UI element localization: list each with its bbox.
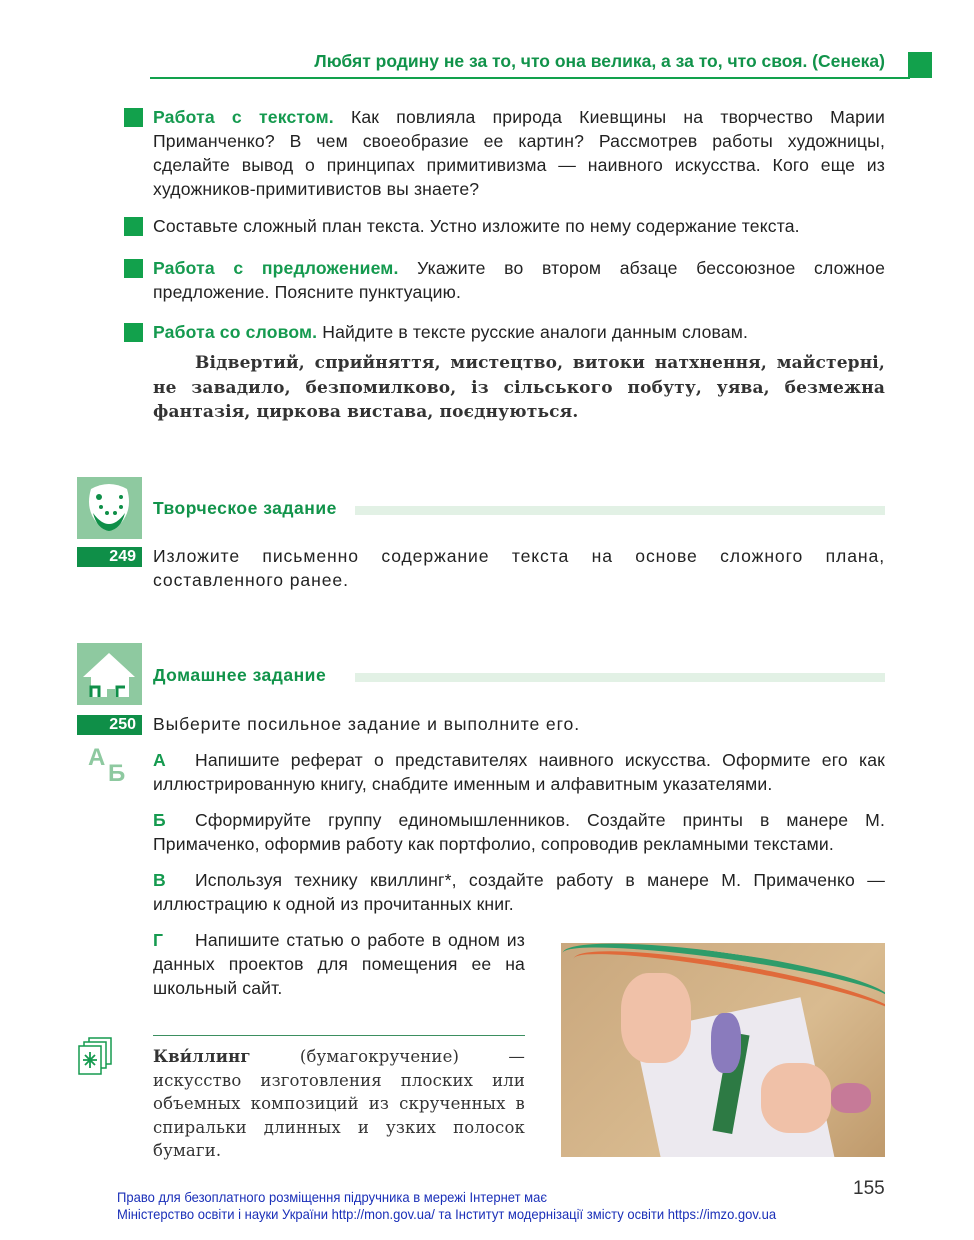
header-bar bbox=[908, 52, 932, 78]
task-body: Как повлияла природа Киевщины на творчество Марии Приманченко? В чем своеобразие ее картин? Рассмотрев работы художницы, сделайте вывод о принципах примитивизма — наивного искусства. Кого еще из художников-примитивистов вы знаете? bbox=[153, 107, 885, 199]
task-marker bbox=[124, 323, 143, 342]
task-body: Составьте сложный план текста. Устно изложите по нему содержание текста. bbox=[153, 216, 800, 236]
task-lead: Работа с предложением. bbox=[153, 258, 399, 278]
glossary-definition: (бумагокручение) — искусство изготовления плоских или объемных композиций из скрученных в спиральки длинных и узких полосок бумаги. bbox=[153, 1047, 525, 1160]
footer-line-1: Право для безоплатного розміщення підручника в мережі Інтернет має bbox=[117, 1189, 548, 1205]
header-rule bbox=[150, 77, 910, 79]
option-letter: А bbox=[153, 750, 166, 770]
task-marker bbox=[124, 108, 143, 127]
glossary-term: Кви́ллинг bbox=[153, 1047, 251, 1066]
option-letter: Б bbox=[153, 810, 166, 830]
glossary-entry bbox=[153, 1045, 525, 1163]
exercise-number: 250 bbox=[77, 715, 142, 735]
option-letter: Г bbox=[153, 930, 164, 950]
task-body: Найдите в тексте русские аналоги данным словам. bbox=[317, 322, 749, 342]
option-d bbox=[153, 928, 525, 1000]
epigraph: Любят родину не за то, что она велика, а за то, что своя. (Сенека) bbox=[314, 51, 885, 71]
ukrainian-words: Відвертий, сприйняття, мистецтво, витоки натхнення, майстерні, не завадило, безпомилково, із сільського побуту, уява, безмежна фантазія, циркова вистава, поєднуються. bbox=[153, 353, 885, 422]
homework-text: Выберите посильное задание и выполните его. bbox=[153, 714, 581, 734]
task-sentence bbox=[153, 256, 885, 304]
option-text: Напишите статью о работе в одном из данных проектов для помещения ее на школьный сайт. bbox=[153, 930, 525, 998]
option-b bbox=[153, 808, 885, 856]
task-plan bbox=[153, 214, 885, 238]
task-marker bbox=[124, 259, 143, 278]
house-icon bbox=[77, 643, 142, 705]
a-b-choice-icon: A Б bbox=[88, 744, 126, 787]
palette-icon bbox=[77, 477, 142, 539]
creative-text: Изложите письменно содержание текста на основе сложного плана, составленного ранее. bbox=[153, 546, 885, 590]
glossary-cards-icon bbox=[77, 1036, 117, 1076]
footer-line-2: Міністерство освіти і науки України http://mon.gov.ua/ та Інститут модернізації змісту освіти https://imzo.gov.ua bbox=[117, 1206, 777, 1222]
section-rule bbox=[355, 506, 885, 515]
option-a bbox=[153, 748, 885, 796]
option-text: Используя технику квиллинг*, создайте работу в манере М. Примаченко — иллюстрацию к одной из прочитанных книг. bbox=[153, 870, 885, 914]
creative-title: Творческое задание bbox=[153, 498, 337, 518]
exercise-number: 249 bbox=[77, 547, 142, 567]
option-text: Напишите реферат о представителях наивного искусства. Оформите его как иллюстрированную книгу, снабдите именным и алфавитным указателями. bbox=[153, 750, 885, 794]
task-marker bbox=[124, 217, 143, 236]
task-body: Укажите во втором абзаце бессоюзное сложное предложение. Поясните пунктуацию. bbox=[153, 258, 885, 302]
task-lead: Работа со словом. bbox=[153, 322, 318, 342]
task-text-analysis bbox=[153, 105, 885, 201]
homework-title: Домашнее задание bbox=[153, 665, 327, 685]
task-lead: Работа с текстом. bbox=[153, 107, 334, 127]
task-word bbox=[153, 320, 885, 344]
quilling-photo bbox=[561, 943, 885, 1157]
option-letter: В bbox=[153, 870, 166, 890]
glossary-rule bbox=[153, 1035, 525, 1036]
section-rule bbox=[355, 673, 885, 682]
page-number: 155 bbox=[853, 1178, 885, 1199]
option-text: Сформируйте группу единомышленников. Создайте принты в манере М. Примаченко, оформив работу как портфолио, сопроводив рекламными текстами. bbox=[153, 810, 885, 854]
option-c bbox=[153, 868, 885, 916]
